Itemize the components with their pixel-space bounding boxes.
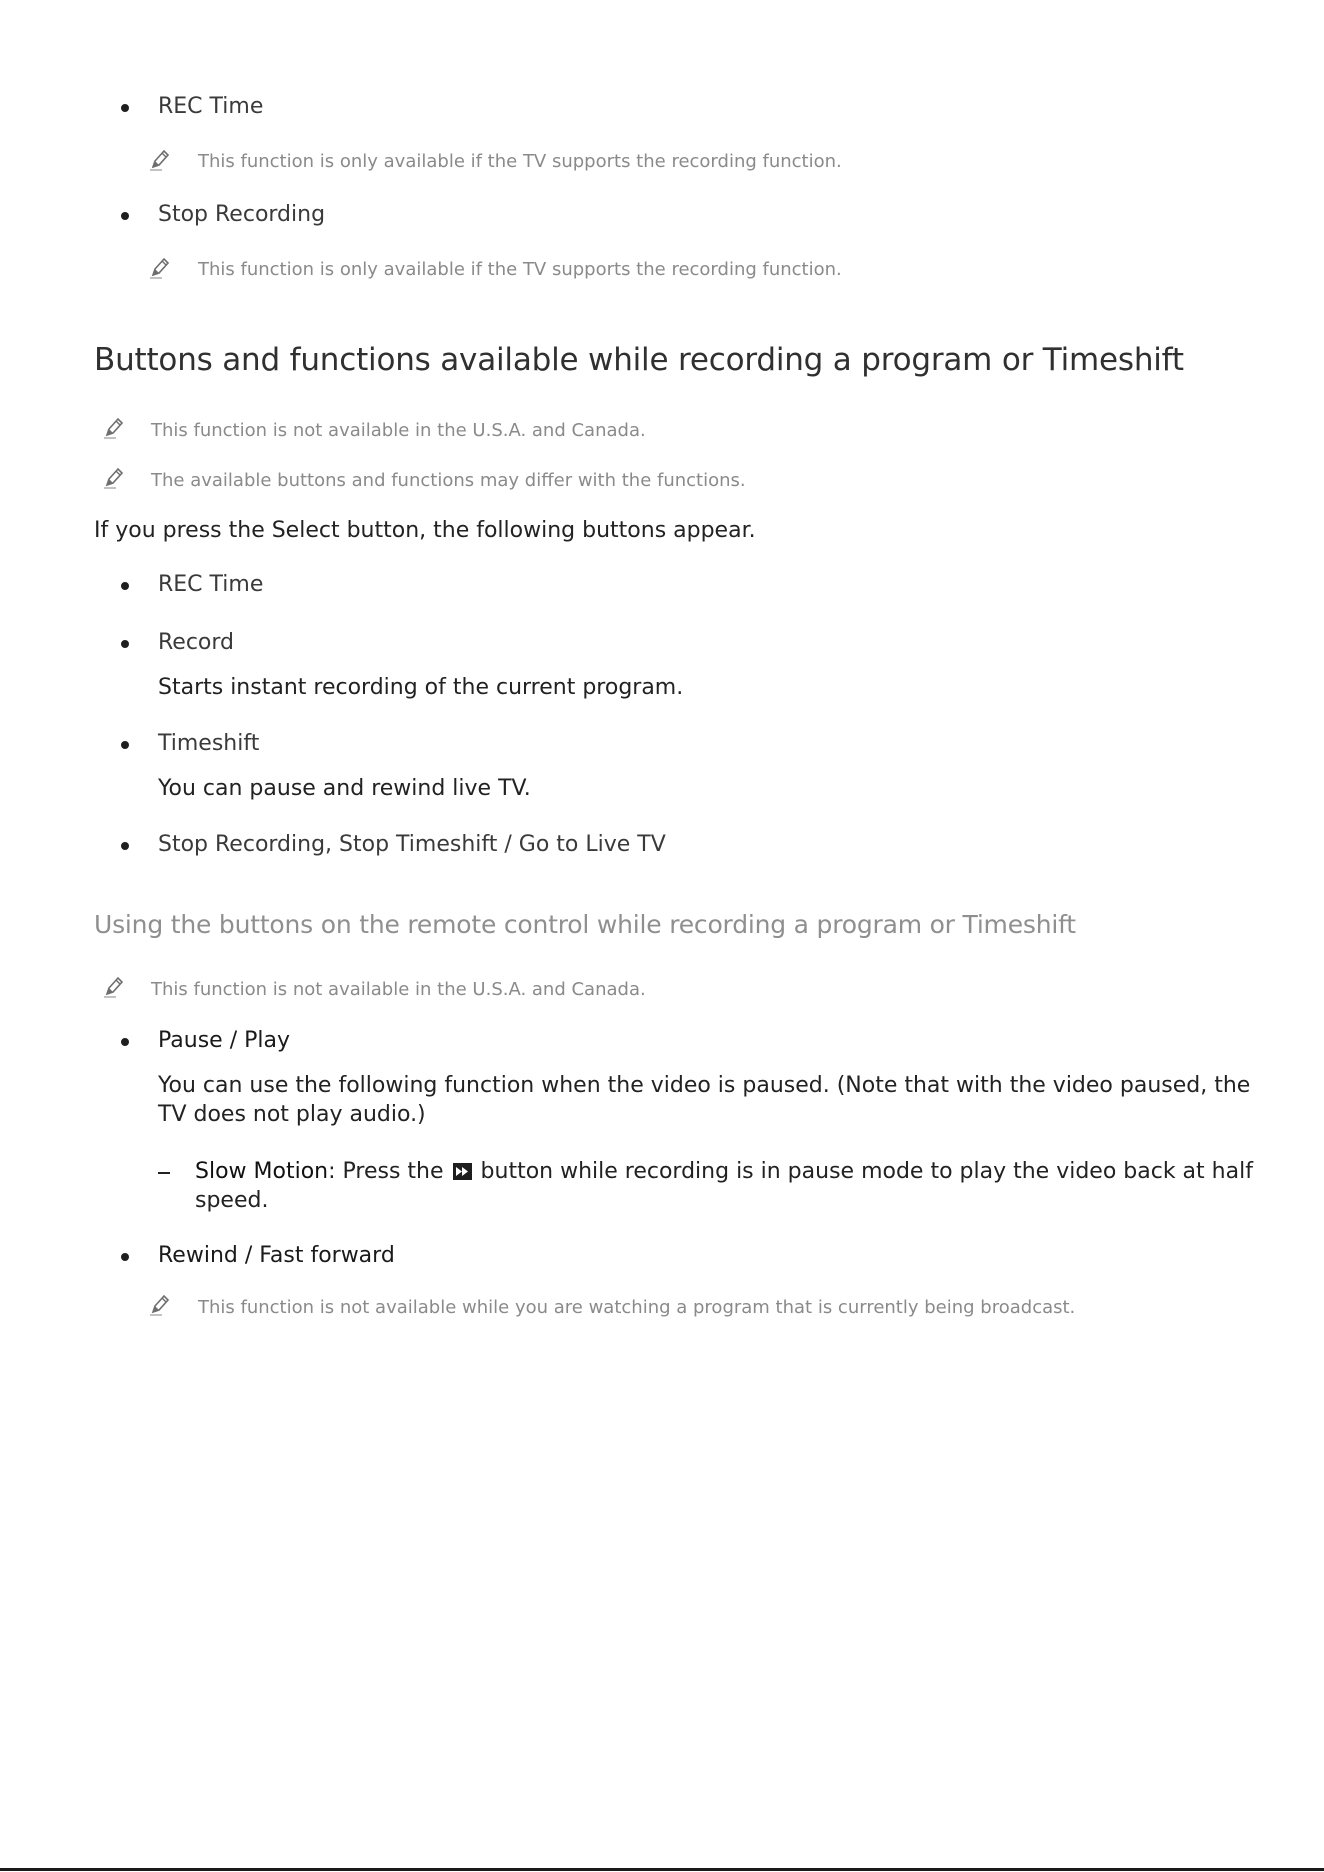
dash-bullet (158, 1172, 170, 1174)
item-record: Record (158, 630, 235, 655)
note-text: The available buttons and functions may differ with the functions. (151, 470, 746, 491)
slow-motion-text: button while recording is in pause mode to play the video back at half (480, 1159, 1253, 1184)
fast-forward-icon (453, 1163, 472, 1180)
item-rec-time: REC Time (158, 94, 264, 119)
note-pencil-icon (102, 975, 126, 999)
bullet (121, 1038, 129, 1046)
note-pencil-icon (148, 256, 172, 280)
note-pencil-icon (148, 148, 172, 172)
bullet (121, 640, 129, 648)
bullet (121, 842, 129, 850)
note-text: This function is not available while you are watching a program that is currently being broadcast. (198, 1297, 1076, 1318)
bullet (121, 741, 129, 749)
note-text: This function is only available if the TV supports the recording function. (198, 151, 842, 172)
intro-paragraph: If you press the Select button, the following buttons appear. (94, 518, 756, 543)
subsection-heading: Using the buttons on the remote control while recording a program or Timeshift (94, 910, 1076, 939)
note-text: This function is only available if the TV supports the recording function. (198, 259, 842, 280)
footer-rule (0, 1868, 1324, 1871)
note-pencil-icon (102, 416, 126, 440)
bullet (121, 1253, 129, 1261)
note-text: This function is not available in the U.S.A. and Canada. (151, 979, 646, 1000)
item-description: You can use the following function when the video is paused. (Note that with the video paused, the (158, 1073, 1251, 1098)
section-heading: Buttons and functions available while recording a program or Timeshift (94, 342, 1184, 378)
item-timeshift: Timeshift (158, 731, 260, 756)
bullet (121, 104, 129, 112)
item-rewind-fast-forward: Rewind / Fast forward (158, 1243, 395, 1268)
item-rec-time: REC Time (158, 572, 264, 597)
item-pause-play: Pause / Play (158, 1028, 290, 1053)
item-stop-recording: Stop Recording (158, 202, 326, 227)
bullet (121, 582, 129, 590)
item-description: You can pause and rewind live TV. (158, 776, 531, 801)
slow-motion-text: Press the (342, 1159, 444, 1184)
note-text: This function is not available in the U.S.A. and Canada. (151, 420, 646, 441)
colon: : (328, 1159, 336, 1184)
item-stop-recording-timeshift: Stop Recording, Stop Timeshift / Go to Live TV (158, 832, 666, 857)
slow-motion-line (195, 1159, 1253, 1184)
note-pencil-icon (102, 466, 126, 490)
note-pencil-icon (148, 1293, 172, 1317)
item-description: Starts instant recording of the current program. (158, 675, 684, 700)
bullet (121, 212, 129, 220)
slow-motion-label: Slow Motion (195, 1159, 329, 1184)
item-description: TV does not play audio.) (158, 1102, 426, 1127)
slow-motion-line2: speed. (195, 1188, 269, 1213)
